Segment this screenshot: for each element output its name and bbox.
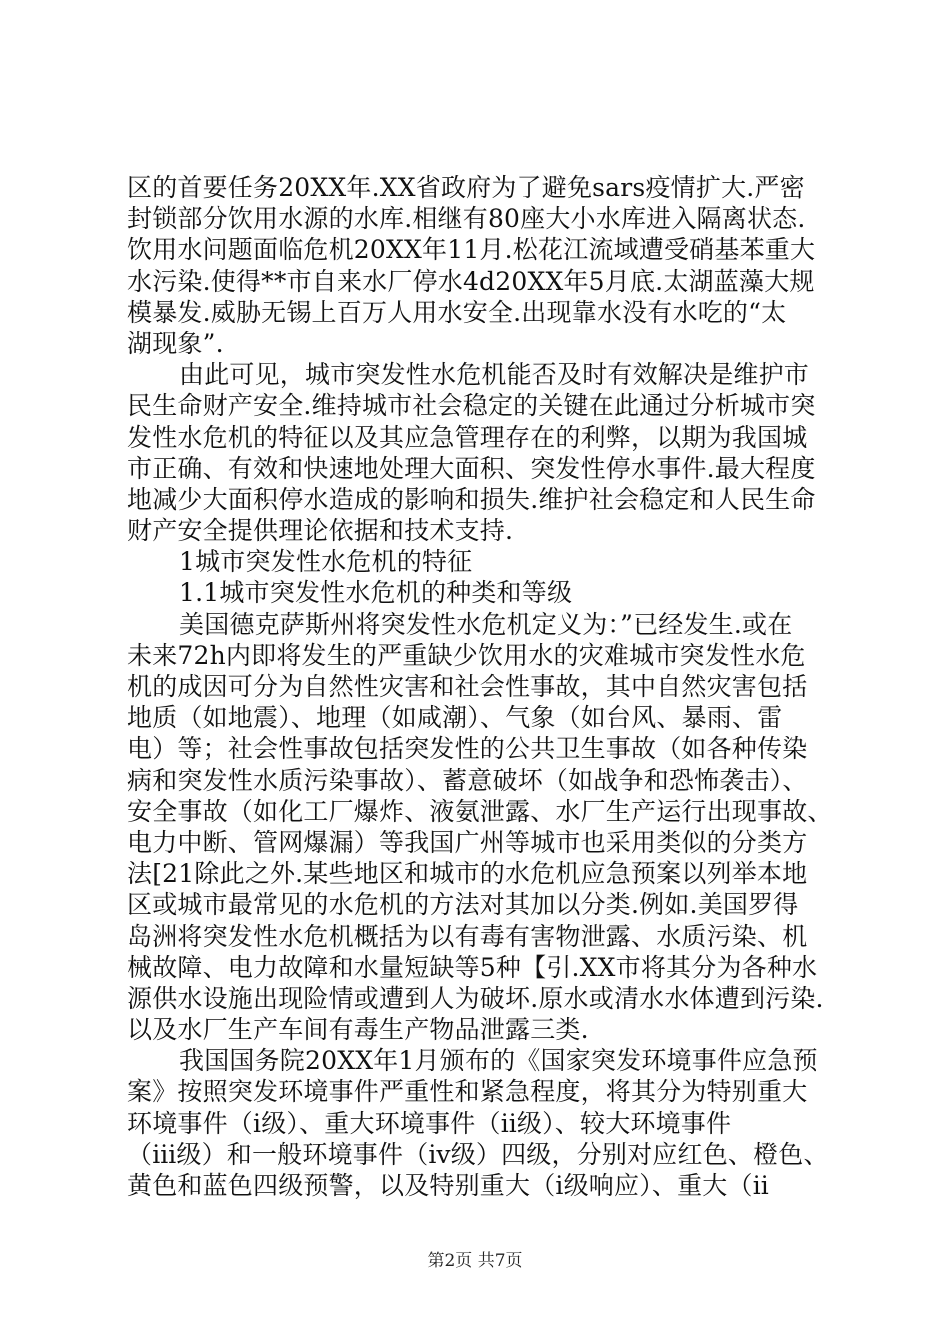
body-line: 未来72h内即将发生的严重缺少饮用水的灾难城市突发性水危 xyxy=(127,640,806,670)
body-line: 饮用水问题面临危机20XX年11月.松花江流域遭受硝基苯重大 xyxy=(127,235,816,265)
body-line: 电）等；社会性事故包括突发性的公共卫生事故（如各种传染 xyxy=(127,734,808,764)
body-line: （ⅲ级）和一般环境事件（ⅳ级）四级，分别对应红色、橙色、 xyxy=(127,1139,829,1169)
paragraph-start-line: 由此可见，城市突发性水危机能否及时有效解决是维护市 xyxy=(179,360,810,390)
body-line: 岛洲将突发性水危机概括为以有毒有害物泄露、水质污染、机 xyxy=(127,921,808,951)
document-body xyxy=(127,172,833,1201)
body-line: 封锁部分饮用水源的水库.相继有80座大小水库进入隔离状态. xyxy=(127,204,806,234)
body-line: 地质（如地震）、地理（如咸潮）、气象（如台风、暴雨、雷 xyxy=(127,703,783,733)
paragraph-start-line: 我国国务院20XX年1月颁布的《国家突发环境事件应急预 xyxy=(179,1046,818,1076)
body-line: 以及水厂生产车间有毒生产物品泄露三类. xyxy=(127,1015,589,1045)
body-line: 械故障、电力故障和水量短缺等5种【引.XX市将其分为各种水 xyxy=(127,952,818,982)
body-line: 区的首要任务20XX年.XX省政府为了避免sars疫情扩大.严密 xyxy=(127,173,805,202)
body-line: 区或城市最常见的水危机的方法对其加以分类.例如.美国罗得 xyxy=(127,890,799,920)
body-line: 安全事故（如化工厂爆炸、液氨泄露、水厂生产运行出现事故、 xyxy=(127,796,833,826)
section-heading: 1城市突发性水危机的特征 xyxy=(179,547,473,577)
body-line: 发性水危机的特征以及其应急管理存在的利弊，以期为我国城 xyxy=(127,422,808,452)
subsection-heading: 1.1城市突发性水危机的种类和等级 xyxy=(179,578,573,608)
body-line: 市正确、有效和快速地处理大面积、突发性停水事件.最大程度 xyxy=(127,453,816,483)
body-line: 源供水设施出现险情或遭到人为破坏.原水或清水水体遭到污染. xyxy=(127,983,824,1013)
paragraph-start-line: 美国德克萨斯州将突发性水危机定义为：”已经发生.或在 xyxy=(179,609,793,639)
body-line: 法[21除此之外.某些地区和城市的水危机应急预案以列举本地 xyxy=(127,859,808,889)
body-line: 电力中断、管网爆漏）等我国广州等城市也采用类似的分类方 xyxy=(127,827,808,857)
page-number-footer: 第2页 共7页 xyxy=(427,1251,523,1271)
body-line: 模暴发.威胁无锡上百万人用水安全.出现靠水没有水吃的“太 xyxy=(127,297,787,327)
body-line: 湖现象”. xyxy=(127,328,224,358)
body-line: 财产安全提供理论依据和技术支持. xyxy=(127,516,514,546)
body-line: 地减少大面积停水造成的影响和损失.维护社会稳定和人民生命 xyxy=(127,484,816,514)
body-line: 环境事件（ⅰ级）、重大环境事件（ⅱ级）、较大环境事件 xyxy=(127,1108,732,1138)
body-line: 病和突发性水质污染事故）、蓄意破坏（如战争和恐怖袭击）、 xyxy=(127,765,808,795)
body-line: 案》按照突发环境事件严重性和紧急程度，将其分为特别重大 xyxy=(127,1077,808,1107)
body-line: 黄色和蓝色四级预警，以及特别重大（ⅰ级响应）、重大（ⅱ xyxy=(127,1171,769,1200)
body-line: 机的成因可分为自然性灾害和社会性事故，其中自然灾害包括 xyxy=(127,672,808,701)
body-line: 水污染.使得**市自来水厂停水4d20XX年5月底.太湖蓝藻大规 xyxy=(127,266,815,296)
body-line: 民生命财产安全.维持城市社会稳定的关键在此通过分析城市突 xyxy=(127,391,816,421)
